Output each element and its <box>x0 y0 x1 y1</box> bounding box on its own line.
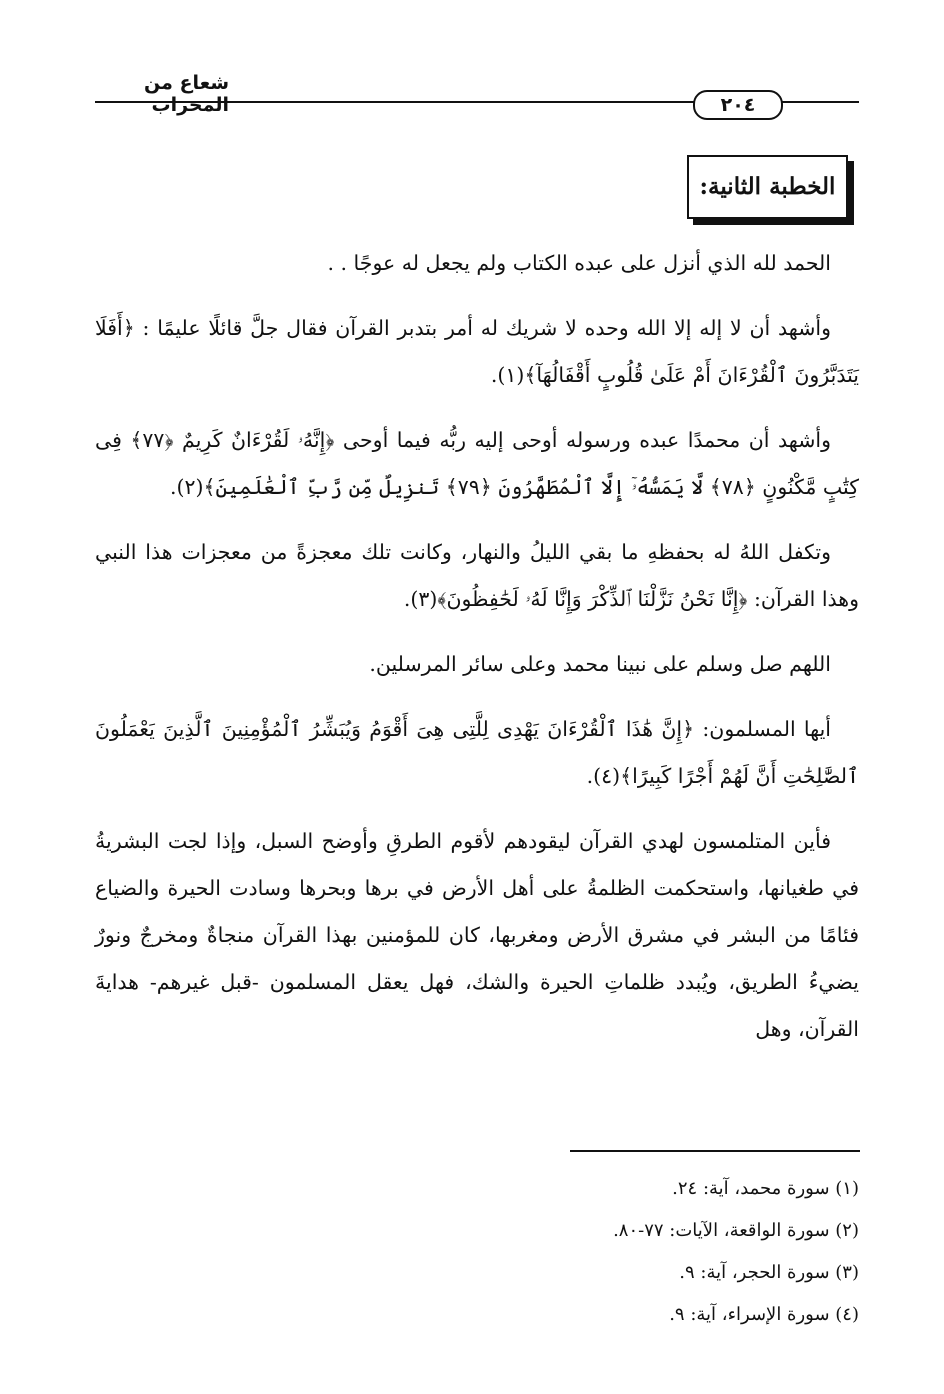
footnote-rule <box>570 1150 860 1152</box>
footnote-3: (٣) سورة الحجر، آية: ٩. <box>679 1262 859 1283</box>
footnote-1: (١) سورة محمد، آية: ٢٤. <box>672 1178 859 1199</box>
footnote-2: (٢) سورة الواقعة، الآيات: ٧٧-٨٠. <box>613 1220 859 1241</box>
paragraph-testimony-tawhid: وأشهد أن لا إله إلا الله وحده لا شريك له أمر بتدبر القرآن فقال جلَّ قائلًا عليمًا : ﴿أَفَلَا يَتَدَبَّرُونَ ٱلْقُرْءَانَ أَمْ عَلَىٰ قُلُوبٍ أَقْفَالُهَآ﴾(١). <box>95 316 859 387</box>
paragraph-preservation: وتكفل اللهُ له بحفظهِ ما بقي الليلُ والنهار، وكانت تلك معجزةً من معجزات هذا النبي وهذا القرآن: ﴿إِنَّا نَحْنُ نَزَّلْنَا ٱلذِّكْرَ وَإِنَّا لَهُۥ لَحَٰفِظُونَ﴾(٣). <box>95 540 859 611</box>
footnote-4: (٤) سورة الإسراء، آية: ٩. <box>669 1304 859 1325</box>
body-text <box>95 240 859 1071</box>
running-title: شعاع من المحراب <box>144 72 229 116</box>
paragraph-salutation: اللهم صل وسلم على نبينا محمد وعلى سائر المرسلين. <box>369 652 831 676</box>
paragraph-testimony-prophet: وأشهد أن محمدًا عبده ورسوله أوحى إليه ربُّه فيما أوحى ﴿إِنَّهُۥ لَقُرْءَانٌ كَرِيمٌ ﴿٧٧﴾ فِى كِتَٰبٍ مَّكْنُونٍ ﴿٧٨﴾ لَّا يَمَسُّهُۥٓ إِلَّا ٱلْمُطَهَّرُونَ ﴿٧٩﴾ تَنزِيلٌ مِّن رَّبِّ ٱلْعَٰلَمِينَ﴾(٢). <box>95 428 859 499</box>
footnotes <box>95 1168 859 1336</box>
paragraph-address: أيها المسلمون: ﴿إِنَّ هَٰذَا ٱلْقُرْءَانَ يَهْدِى لِلَّتِى هِىَ أَقْوَمُ وَيُبَشِّرُ ٱلْمُؤْمِنِينَ ٱلَّذِينَ يَعْمَلُونَ ٱلصَّٰلِحَٰتِ أَنَّ لَهُمْ أَجْرًا كَبِيرًا﴾(٤). <box>95 717 859 788</box>
section-heading-frame <box>687 155 854 225</box>
paragraph-praise: الحمد لله الذي أنزل على عبده الكتاب ولم يجعل له عوجًا . . <box>327 251 831 275</box>
section-heading: الخطبة الثانية: <box>687 155 848 219</box>
page-number: ٢٠٤ <box>693 90 783 120</box>
paragraph-guidance: فأين المتلمسون لهدي القرآن ليقودهم لأقوم الطرقِ وأوضح السبل، وإذا لجت البشريةُ في طغيانها، واستحكمت الظلمةُ على أهل الأرض في برها وبحرها وسادت الحيرة والضياع فئامًا من البشر في مشرق الأرض ومغربها، كان للمؤمنين بهذا القرآن منجاةٌ ومخرجٌ ونورٌ يضيءُ الطريق، ويُبدد ظلماتِ الحيرة والشك، فهل يعقل المسلمون -قبل غيرهم- هدايةَ القرآن، وهل <box>95 829 859 1041</box>
